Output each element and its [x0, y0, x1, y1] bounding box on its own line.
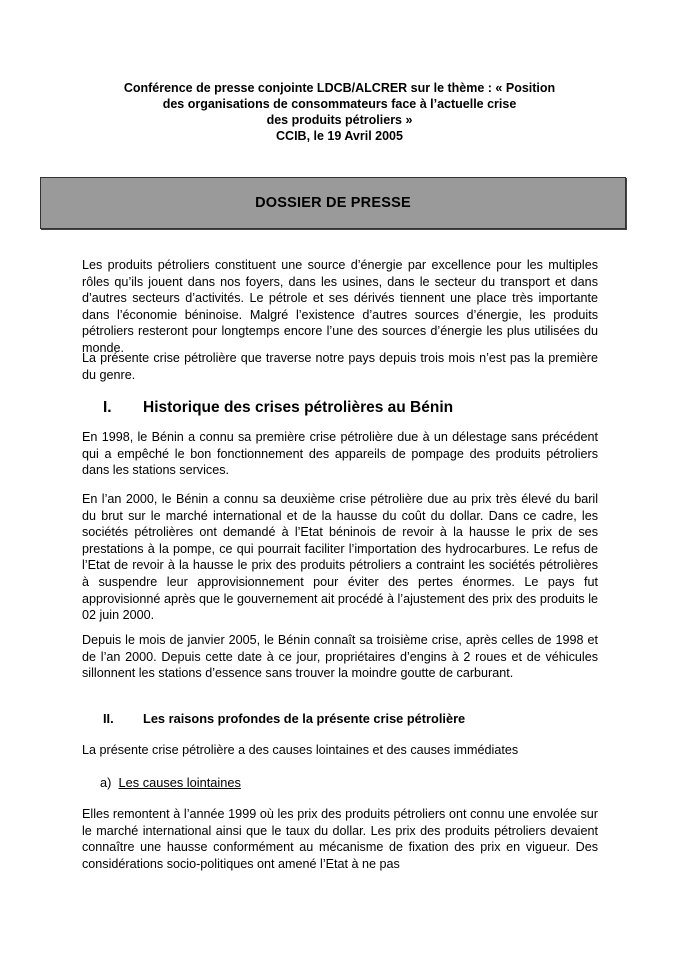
section-2-heading: [103, 710, 603, 727]
section-2-number: II.: [103, 711, 114, 726]
section-1-paragraph-3: Depuis le mois de janvier 2005, le Bénin connaît sa troisième crise, après celles de 1998 et de l’an 2000. Depuis cette date à ce jour, propriétaires d’engins à 2 roues et de véhicules sillonnent les stations d’essence sans trouver la moindre goutte de carburant.: [82, 633, 598, 681]
section-2-paragraph-2: Elles remontent à l’année 1999 où les prix des produits pétroliers ont connu une envolée sur le marché international ainsi que le taux du dollar. Les prix des produits pétroliers devaient connaître une hausse conformément au mécanisme de fixation des prix en vigueur. Des considérations socio-politiques ont amené l’Etat à ne pas: [82, 807, 598, 871]
section-1-title: Historique des crises pétrolières au Bénin: [143, 399, 454, 416]
section-2-paragraph-1: La présente crise pétrolière a des causes lointaines et des causes immédiates: [82, 743, 519, 757]
section-1-heading: [103, 398, 603, 418]
section-1-paragraph-1: En 1998, le Bénin a connu sa première crise pétrolière due à un délestage sans précédent qui a empêché le bon fonctionnement des appareils de pompage des produits pétroliers dans les stations services.: [82, 430, 598, 478]
intro-paragraph-1: Les produits pétroliers constituent une source d’énergie par excellence pour les multiples rôles qu’ils jouent dans nos foyers, dans les usines, dans le secteur du transport et dans d’autres secteurs d’activités. Le pétrole et ses dérivés tiennent une place très importante dans l’économie béninoise. Malgré l’existence d’autres sources d’énergie, les produits pétroliers resteront pour longtemps encore l’une des sources d’énergie les plus utilisées du monde.: [82, 258, 598, 355]
subsection-a-heading: [100, 774, 600, 791]
section-2-title: Les raisons profondes de la présente crise pétrolière: [143, 711, 466, 726]
dossier-banner: [40, 177, 626, 229]
intro-paragraph-2: La présente crise pétrolière que traverse notre pays depuis trois mois n’est pas la première du genre.: [82, 351, 598, 382]
header-line-4: CCIB, le 19 Avril 2005: [276, 129, 403, 143]
header-line-2: des organisations de consommateurs face à l’actuelle crise: [162, 97, 517, 111]
subsection-a-marker: a): [100, 775, 112, 790]
header-line-1: Conférence de presse conjointe LDCB/ALCRER sur le thème : « Position: [123, 81, 556, 95]
document-header: [82, 80, 597, 144]
header-line-3: des produits pétroliers »: [266, 113, 413, 127]
section-1-paragraph-2: En l’an 2000, le Bénin a connu sa deuxième crise pétrolière due au prix très élevé du baril du brut sur le marché international et de la hausse du coût du dollar. Dans ce cadre, les sociétés pétrolières ont demandé à l’Etat béninois de revoir à la hausse le prix de ses prestations à la pompe, ce qui pourrait faciliter l’importation des hydrocarbures. Le refus de l’Etat de revoir à la hausse le prix des produits pétroliers a contraint les sociétés pétrolières à suspendre leur approvisionnement pour éviter des pertes énormes. Le pays fut approvisionné après que le gouvernement ait procédé à l’ajustement des prix des produits le 02 juin 2000.: [82, 492, 598, 623]
dossier-title: DOSSIER DE PRESSE: [255, 195, 411, 211]
section-1-number: I.: [103, 399, 112, 416]
subsection-a-label: Les causes lointaines: [118, 775, 241, 790]
